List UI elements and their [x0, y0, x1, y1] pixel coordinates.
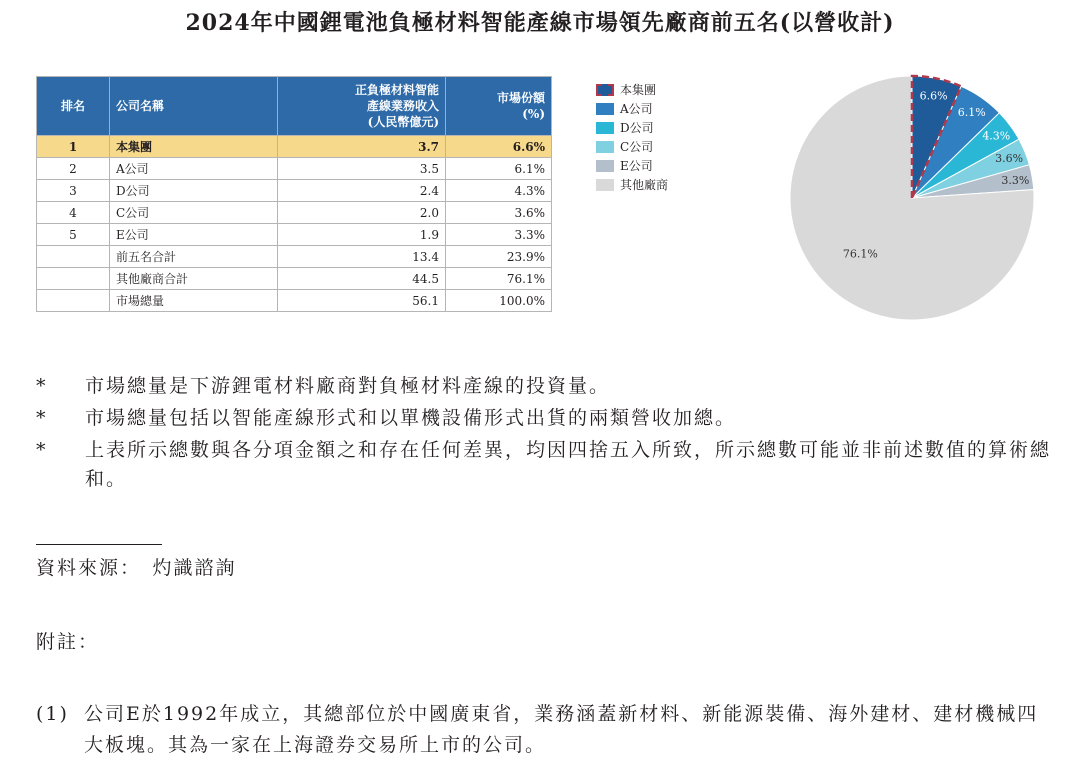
pie-data-label: 3.3% [1001, 173, 1030, 187]
cell-revenue: 56.1 [278, 290, 446, 312]
pie-data-label: 6.6% [919, 89, 948, 103]
cell-revenue: 3.7 [278, 136, 446, 158]
legend-label: 本集團 [620, 83, 657, 97]
cell-share: 3.6% [446, 202, 552, 224]
cell-share: 76.1% [446, 268, 552, 290]
legend-label: C公司 [620, 140, 654, 154]
legend-swatch [596, 179, 614, 191]
pie-data-label: 4.3% [982, 129, 1011, 143]
table-row [37, 246, 552, 268]
cell-share: 4.3% [446, 180, 552, 202]
footnote-marker: (1) [36, 703, 69, 725]
table-row [37, 290, 552, 312]
cell-company: 市場總量 [110, 290, 278, 312]
cell-rank: 1 [37, 136, 110, 158]
cell-rank [37, 290, 110, 312]
cell-rank: 5 [37, 224, 110, 246]
table-row [37, 268, 552, 290]
cell-company: A公司 [110, 158, 278, 180]
header-share: 市場份額 (%) [446, 77, 552, 136]
footnote-item [36, 699, 1056, 761]
note-item [36, 404, 1056, 433]
cell-company: 本集團 [110, 136, 278, 158]
cell-company: 前五名合計 [110, 246, 278, 268]
legend-label: E公司 [620, 159, 653, 173]
header-company: 公司名稱 [110, 77, 278, 136]
pie-data-label: 76.1% [842, 247, 878, 261]
note-item [36, 372, 1056, 401]
cell-company: E公司 [110, 224, 278, 246]
legend-swatch [596, 141, 614, 153]
legend-item [596, 156, 668, 175]
table-row [37, 158, 552, 180]
source-line: 資料來源： 灼識諮詢 [36, 557, 237, 579]
legend-item [596, 99, 668, 118]
legend-swatch [596, 160, 614, 172]
market-share-table [36, 76, 552, 312]
legend-item [596, 80, 668, 99]
cell-company: 其他廠商合計 [110, 268, 278, 290]
note-marker: * [36, 375, 48, 397]
legend-label: A公司 [620, 102, 653, 116]
table-row [37, 180, 552, 202]
cell-revenue: 2.4 [278, 180, 446, 202]
legend-item [596, 137, 668, 156]
legend-swatch [596, 103, 614, 115]
market-share-pie-chart [784, 70, 1044, 330]
cell-share: 6.6% [446, 136, 552, 158]
cell-revenue: 13.4 [278, 246, 446, 268]
note-text: 市場總量是下游鋰電材料廠商對負極材料產線的投資量。 [85, 375, 611, 397]
note-marker: * [36, 439, 48, 461]
table-row [37, 202, 552, 224]
header-revenue: 正負極材料智能 產線業務收入 (人民幣億元) [278, 77, 446, 136]
cell-share: 100.0% [446, 290, 552, 312]
note-text: 上表所示總數與各分項金額之和存在任何差異，均因四捨五入所致，所示總數可能並非前述數值的算術總和。 [85, 439, 1052, 490]
chart-legend [596, 80, 668, 194]
cell-rank [37, 268, 110, 290]
cell-company: D公司 [110, 180, 278, 202]
legend-label: D公司 [620, 121, 654, 135]
cell-revenue: 44.5 [278, 268, 446, 290]
note-marker: * [36, 407, 48, 429]
cell-rank: 2 [37, 158, 110, 180]
cell-rank [37, 246, 110, 268]
cell-share: 6.1% [446, 158, 552, 180]
legend-item [596, 118, 668, 137]
note-text: 市場總量包括以智能產線形式和以單機設備形式出貨的兩類營收加總。 [85, 407, 737, 429]
legend-label: 其他廠商 [620, 178, 669, 192]
cell-rank: 3 [37, 180, 110, 202]
table-row [37, 136, 552, 158]
cell-rank: 4 [37, 202, 110, 224]
legend-swatch [596, 122, 614, 134]
legend-swatch [596, 84, 614, 96]
pie-data-label: 3.6% [995, 152, 1024, 166]
footnote-text: 公司E於1992年成立，其總部位於中國廣東省，業務涵蓋新材料、新能源裝備、海外建材、建材機械四大板塊。其為一家在上海證券交易所上市的公司。 [84, 703, 1039, 756]
pie-data-label: 6.1% [957, 105, 986, 119]
source-divider [36, 544, 162, 545]
footnotes-title: 附註： [36, 631, 100, 653]
cell-company: C公司 [110, 202, 278, 224]
note-item [36, 436, 1056, 494]
cell-share: 23.9% [446, 246, 552, 268]
cell-share: 3.3% [446, 224, 552, 246]
table-header-row [37, 77, 552, 136]
page-title: 2024年中國鋰電池負極材料智能產線市場領先廠商前五名(以營收計) [185, 10, 895, 36]
table-row [37, 224, 552, 246]
cell-revenue: 2.0 [278, 202, 446, 224]
cell-revenue: 3.5 [278, 158, 446, 180]
legend-item [596, 175, 668, 194]
notes-list [36, 372, 1056, 497]
header-rank: 排名 [37, 77, 110, 136]
cell-revenue: 1.9 [278, 224, 446, 246]
